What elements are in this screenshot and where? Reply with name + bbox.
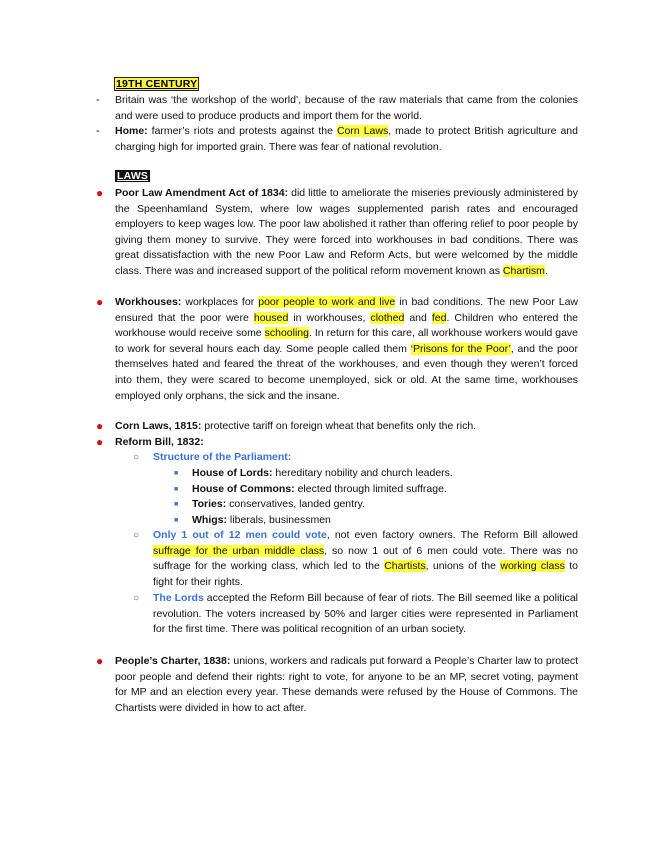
text: accepted the Reform Bill because of fear of riots. The Bill seemed like a political revolution. The voters increased by 50% and larger cities were represented in Parliament for the first time. There was political recognition of an urban society. (153, 592, 578, 636)
text: , so now 1 out of 6 men could vote. There was no suffrage for the working class, which led to the (153, 544, 578, 573)
member-house-of-commons (192, 482, 578, 498)
highlight-chartism: Chartism (502, 264, 545, 277)
workhouses-item (115, 295, 578, 404)
text: , not even factory owners. The Reform Bill allowed (326, 529, 578, 541)
member-tories (192, 497, 578, 513)
vote-item (153, 528, 578, 590)
square-bullet: ■ (174, 486, 179, 493)
dash-bullet: - (96, 125, 100, 137)
highlight: poor people to work and live (258, 296, 396, 308)
red-bullet: ● (96, 186, 104, 200)
century-heading: 19TH CENTURY (116, 78, 198, 90)
red-bullet: ● (96, 435, 104, 449)
poor-law-item (115, 186, 578, 280)
red-bullet: ● (96, 419, 104, 433)
text: , unions of the (425, 560, 501, 573)
text: . (544, 264, 548, 277)
laws-heading: LAWS (117, 170, 149, 182)
member-house-of-lords (192, 466, 578, 482)
text: to fight for their rights. (153, 560, 578, 588)
member-text: conservatives, landed gentry. (226, 498, 365, 510)
member-label: House of Lords: (192, 467, 273, 479)
text: farmer’s riots and protests against the (147, 125, 337, 137)
highlight: fed (431, 311, 447, 324)
text: unions, workers and radicals put forward a People’s Charter law to protect poor people and defend their rights: right to vote, for anyone to be an MP, secret voting, payment for MP and an election every year. These demands were refused by the House of Commons. The Chartists were divided in how to act after. (115, 655, 578, 714)
text: . Children who entered the workhouse would receive some (115, 311, 579, 340)
highlight: suffrage for the urban middle class (153, 544, 325, 557)
peoples-charter-label: People’s Charter, 1838: (115, 655, 231, 667)
red-bullet: ● (96, 654, 104, 668)
text: in bad conditions. The new Poor Law ensured that the poor were (115, 296, 578, 324)
reform-bill-item (115, 435, 578, 451)
poor-law-label: Poor Law Amendment Act of 1834: (115, 187, 289, 199)
peoples-charter-item (115, 654, 578, 716)
member-text: hereditary nobility and church leaders. (272, 467, 453, 479)
structure-label (153, 450, 578, 466)
square-bullet: ■ (174, 470, 179, 477)
circle-bullet: ○ (133, 452, 140, 463)
text: , made to protect British agriculture and charging high for imported grain. There was fear of national revolution. (115, 125, 578, 153)
text: did little to ameliorate the miseries previously administered by the Speenhamland System, where low wages supplemented parish rates and encouraged employers to keep wages low. The poor law abolished it rather than offering relief to poor people by giving them money to survive. They were forced into workhouses in bad conditions. There was great dissatisfaction with the new Poor Law and Reform Acts, but were welcomed by the middle class. There was and increased support of the political reform movement known as (115, 187, 578, 277)
member-whigs (192, 513, 578, 529)
century-item-workshop: Britain was ‘the workshop of the world’, because of the raw materials that came from the colonies and were used to produce products and import them for the world. (115, 94, 578, 122)
member-label: Tories: (192, 498, 227, 510)
home-label: Home: (115, 125, 148, 137)
structure-label-text: Structure of the Parliament: (153, 451, 292, 463)
reform-bill-label: Reform Bill, 1832: (115, 436, 204, 448)
highlight: Chartists (384, 560, 426, 573)
member-label: Whigs: (192, 514, 227, 526)
highlight: clothed (370, 311, 405, 324)
workhouses-label: Workhouses: (115, 296, 182, 308)
member-text: elected through limited suffrage. (294, 483, 447, 495)
member-label: House of Commons: (192, 483, 295, 495)
century-item-home (115, 124, 578, 155)
text: and (404, 311, 432, 324)
corn-laws-item (115, 419, 578, 435)
highlight: working class (500, 560, 565, 573)
text: , and the poor themselves hated and feared the threat of the workhouses, and even though they weren’t forced into them, they were scared to become unemployed, sick or old. At the same time, workhouses employed only orphans, the sick and the insane. (115, 342, 578, 402)
circle-bullet: ○ (133, 530, 140, 541)
square-bullet: ■ (174, 501, 179, 508)
lords-emphasis: The Lords (153, 592, 204, 604)
red-bullet: ● (96, 295, 104, 309)
highlight: housed (253, 311, 289, 324)
text: in workhouses, (288, 311, 371, 324)
circle-bullet: ○ (133, 593, 140, 604)
square-bullet: ■ (174, 517, 179, 524)
highlight-corn-laws: Corn Laws (336, 125, 389, 137)
text: protective tariff on foreign wheat that benefits only the rich. (201, 420, 477, 432)
text: workplaces for (181, 296, 259, 308)
highlight: ‘Prisons for the Poor’ (410, 342, 511, 355)
dash-bullet: - (96, 94, 100, 106)
text: . In return for this care, all workhouse workers would gave to work for several hours each day. Some people called them (115, 327, 578, 355)
highlight: schooling (264, 327, 309, 340)
vote-emphasis: Only 1 out of 12 men could vote (153, 529, 327, 541)
lords-item (153, 591, 578, 638)
corn-laws-label: Corn Laws, 1815: (115, 420, 202, 432)
member-text: liberals, businessmen (227, 514, 331, 526)
